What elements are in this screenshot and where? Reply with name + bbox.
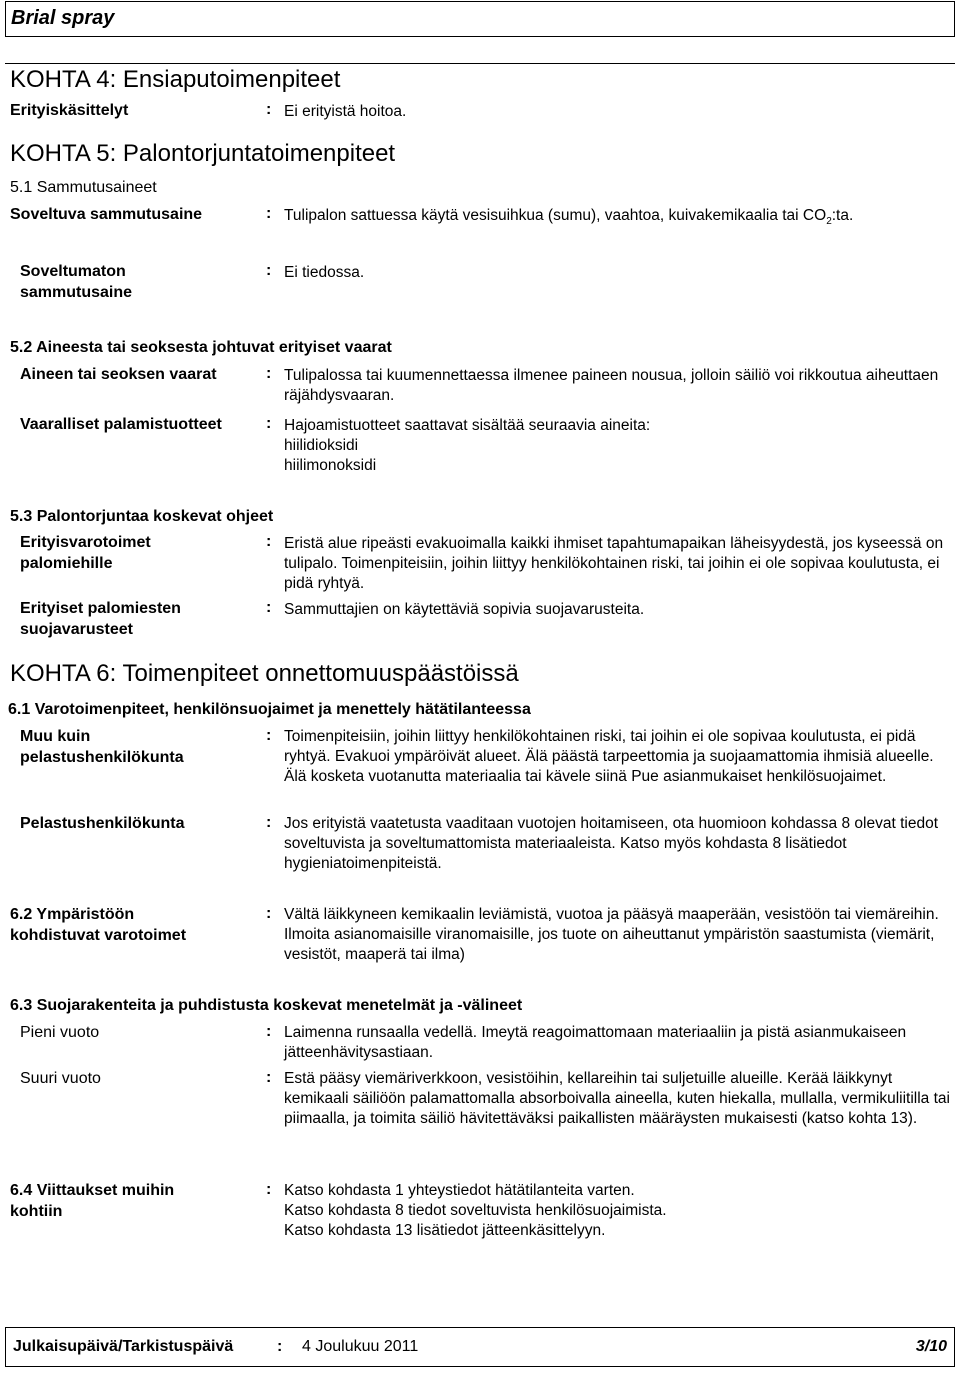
large-spill-value: Estä pääsy viemäriverkkoon, vesistöihin, kellareihin tai suljetuille alueille. Kerää läikkynyt kemikaali säiliöön palamattomalla absorboivalla aineella, kuten hiekalla, mullalla, vermikuliitilla tai piimaalla, ja toimita säiliö hävitettäväksi paikallisten määräysten mukaisesti (katso kohta 13). [284,1070,950,1127]
large-spill-label: Suuri vuoto [20,1070,101,1087]
document-header [5,1,955,37]
section-6-heading: KOHTA 6: Toimenpiteet onnettomuuspäästöissä [10,660,519,687]
page-number: 3/10 [915,1338,947,1355]
document-footer [5,1327,955,1367]
colon: : [266,533,272,550]
section-divider [5,63,955,64]
small-spill-value: Laimenna runsaalla vedellä. Imeytä reagoimattomaan materiaaliin ja pistä asianmukaiseen jätteenhävitysastiaan. [284,1024,907,1061]
subsection-6-3: 6.3 Suojarakenteita ja puhdistusta koskevat menetelmät ja -välineet [10,997,523,1014]
non-emergency-value: Toimenpiteisiin, joihin liittyy henkilökohtainen riski, tai joihin ei ole sopivaa koulutusta, ei pidä ryhtyä. Evakuoi ympäröivät alueet. Älä päästä tarpeettomia ja suojaamattomia ihmisiä alueelle. Älä kosketa vuotanutta materiaalia tai kävele siinä Pue asianmukaiset henkilösuojaimet. [284,728,934,785]
combustion-products-label: Vaaralliset palamistuotteet [20,416,222,433]
firefighter-precautions-label: Erityisvarotoimet palomiehille [20,534,151,572]
colon: : [266,1023,272,1040]
suitable-media-label: Soveltuva sammutusaine [10,206,203,223]
colon: : [266,415,272,432]
unsuitable-media-value: Ei tiedossa. [284,264,365,281]
combustion-products-value: Hajoamistuotteet saattavat sisältää seuraavia aineita: hiilidioksidi hiilimonoksidi [284,417,651,474]
protective-equipment-value: Sammuttajien on käytettäviä sopivia suojavarusteita. [284,601,645,618]
colon: : [266,205,272,222]
subsection-5-3: 5.3 Palontorjuntaa koskevat ohjeet [10,508,274,525]
revision-date-value: 4 Joulukuu 2011 [302,1338,419,1355]
hazards-value: Tulipalossa tai kuumennettaessa ilmenee paineen nousua, jolloin säiliö voi rikkoutua aiheuttaen räjähdysvaaran. [284,367,939,404]
hazards-label: Aineen tai seoksen vaarat [20,366,217,383]
non-emergency-label: Muu kuin pelastushenkilökunta [20,728,184,766]
subsection-5-2: 5.2 Aineesta tai seoksesta johtuvat erityiset vaarat [10,339,392,356]
references-label: 6.4 Viittaukset muihin kohtiin [10,1182,175,1220]
emergency-responders-value: Jos erityistä vaatetusta vaaditaan vuotojen hoitamiseen, ota huomioon kohdassa 8 olevat tiedot soveltuvista ja soveltumattomista materiaaleista. Katso myös kohdasta 8 lisätiedot hygieniatoimenpiteistä. [284,815,938,872]
colon: : [266,262,272,279]
references-value: Katso kohdasta 1 yhteystiedot hätätilanteita varten. Katso kohdasta 8 tiedot soveltuvista henkilösuojaimista. Katso kohdasta 13 lisätiedot jätteenkäsittelyyn. [284,1182,667,1239]
colon: : [266,1181,272,1198]
colon: : [266,1069,272,1086]
firefighter-precautions-value: Eristä alue ripeästi evakuoimalla kaikki ihmiset tapahtumapaikan läheisyydestä, jos kyseessä on tulipalo. Toimenpiteisiin, joihin liittyy henkilökohtainen riski, tai joihin ei ole sopivaa koulutusta, ei pidä ryhtyä. [284,535,944,592]
special-treatment-value: Ei erityistä hoitoa. [284,103,407,120]
product-name: Brial spray [11,7,115,29]
subsection-5-1: 5.1 Sammutusaineet [10,179,157,196]
environmental-precautions-label: 6.2 Ympäristöön kohdistuvat varotoimet [10,906,187,944]
colon: : [266,365,272,382]
colon: : [277,1338,283,1355]
colon: : [266,599,272,616]
colon: : [266,101,272,118]
section-4-heading: KOHTA 4: Ensiaputoimenpiteet [10,66,341,93]
colon: : [266,905,272,922]
special-treatment-label: Erityiskäsittelyt [10,102,129,119]
small-spill-label: Pieni vuoto [20,1024,100,1041]
suitable-media-value: Tulipalon sattuessa käytä vesisuihkua (sumu), vaahtoa, kuivakemikaalia tai $CO_2:ta$. [284,207,854,228]
emergency-responders-label: Pelastushenkilökunta [20,815,185,832]
colon: : [266,727,272,744]
environmental-precautions-value: Vältä läikkyneen kemikaalin leviämistä, vuotoa ja pääsyä maaperään, vesistöön tai viemäreihin. Ilmoita asianomaisille viranomaisille, jos tuote on aiheuttanut ympäristön saastumista (viemärit, vesistöt, maaperä tai ilma) [284,906,939,963]
section-5-heading: KOHTA 5: Palontorjuntatoimenpiteet [10,140,396,167]
subsection-6-1: 6.1 Varotoimenpiteet, henkilönsuojaimet ja menettely hätätilanteessa [8,701,531,718]
protective-equipment-label: Erityiset palomiesten suojavarusteet [20,600,181,638]
revision-date-label: Julkaisupäivä/Tarkistuspäivä [13,1338,234,1355]
unsuitable-media-label: Soveltumaton sammutusaine [20,263,133,301]
colon: : [266,814,272,831]
